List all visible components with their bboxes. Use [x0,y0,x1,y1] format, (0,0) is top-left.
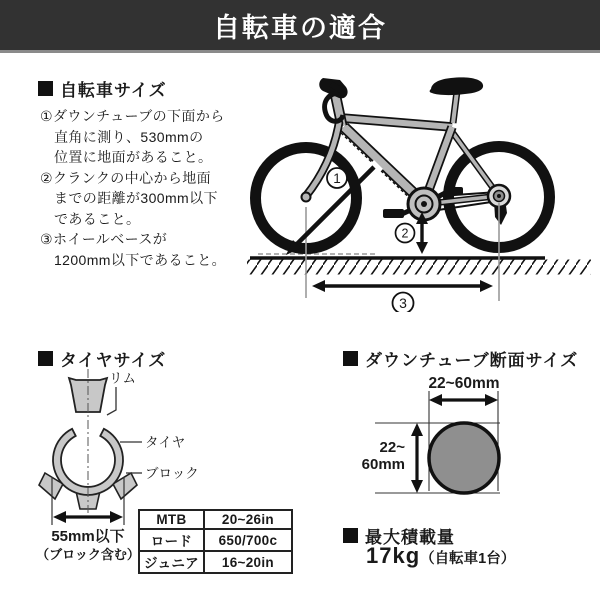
block-label: ブロック [145,466,199,481]
pedal [383,209,404,218]
section-marker-icon [38,81,53,96]
svg-text:1: 1 [333,171,341,186]
tire-label: タイヤ [145,435,186,450]
table-cell-value: 20~26in [204,510,292,529]
table-row [139,551,292,573]
saddle [430,77,483,95]
vertical-arrow [411,423,423,493]
page-title: 自転車の適合 [213,12,387,43]
note-line: ②クランクの中心から地面 [40,169,212,186]
table-cell-value: 650/700c [204,529,292,551]
table-row [139,529,292,551]
pedal [444,187,463,195]
note-line: までの距離が300mm以下 [54,190,218,206]
measure-marker-1 [327,168,347,188]
section-title: 最大積載量 [365,528,455,547]
table-cell-value: 16~20in [204,551,292,573]
front-hub [302,193,311,202]
note-line: 1200mm以下であること。 [54,251,227,268]
note-line: 位置に地面があること。 [54,149,213,165]
header-bar [0,0,600,53]
height-label-bottom: 60mm [361,456,405,473]
rim-label: リム [109,371,136,386]
height-label-top: 22~ [379,439,405,456]
table-cell-label: MTB [139,510,204,529]
max-load-weight: 17kg [366,543,421,568]
width-note-sub: （ブロック含む） [36,547,140,562]
section-marker-icon [38,351,53,366]
svg-text:2: 2 [401,226,409,241]
table-row [139,510,292,529]
tire-size-table [138,509,293,574]
downtube-diagram [350,368,515,503]
horizontal-arrow [429,394,498,406]
section-title: ダウンチューブ断面サイズ [365,351,579,370]
bicycle-diagram [235,57,600,312]
section-marker-icon [343,351,358,366]
tube-section-circle [429,423,499,493]
note-line: であること。 [54,210,141,227]
section-marker-icon [343,528,358,543]
max-load-value [366,543,515,569]
section-title: タイヤサイズ [60,351,167,370]
note-line: ①ダウンチューブの下面から [40,108,225,124]
svg-text:3: 3 [399,295,407,311]
table-cell-label: ジュニア [139,551,204,573]
measure-marker-2 [396,224,415,243]
bike-size-notes [40,106,255,270]
section-title: 自転車サイズ [60,81,167,100]
max-load-note: （自転車1台） [420,551,516,567]
measure-arrow-3 [312,280,493,292]
note-line: 直角に測り、530mmの [54,128,204,145]
width-note: 55mm以下 [51,528,125,545]
ground [247,254,591,275]
rim-leader [107,387,116,415]
note-line: ③ホイールベースが [40,231,168,247]
width-label: 22~60mm [428,375,500,392]
measure-marker-3 [393,293,414,313]
table-cell-label: ロード [139,529,204,551]
section-heading-bike-size [38,76,167,101]
